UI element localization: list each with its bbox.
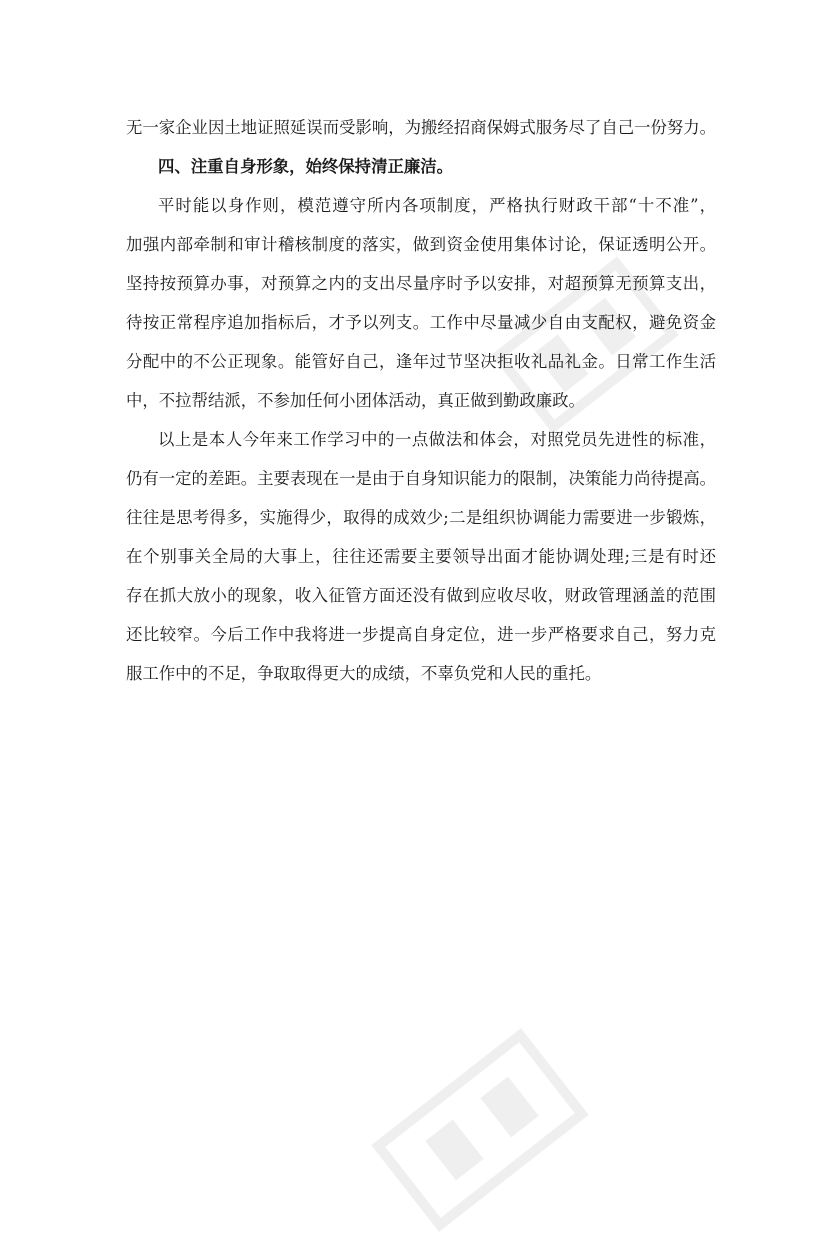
watermark-logo-bottom	[358, 1013, 602, 1246]
paragraph-line: 平时能以身作则，模范遵守所内各项制度，严格执行财政干部“十不准”，	[158, 196, 716, 215]
paragraph-line: 服工作中的不足，争取取得更大的成绩，不辜负党和人民的重托。	[126, 664, 602, 683]
paragraph-line: 存在抓大放小的现象，收入征管方面还没有做到应收尽收，财政管理涵盖的范围	[126, 586, 716, 605]
paragraph-line: 仍有一定的差距。主要表现在一是由于自身知识能力的限制，决策能力尚待提高。	[126, 469, 717, 488]
section-heading: 四、注重自身形象，始终保持清正廉洁。	[158, 157, 454, 176]
paragraph-line: 以上是本人今年来工作学习中的一点做法和体会，对照党员先进性的标准，	[158, 430, 716, 449]
paragraph-line: 往往是思考得多，实施得少，取得的成效少;二是组织协调能力需要进一步锻炼，	[126, 508, 716, 527]
paragraph-line: 待按正常程序追加指标后，才予以列支。工作中尽量减少自由支配权，避免资金	[126, 313, 716, 332]
paragraph-line: 分配中的不公正现象。能管好自己，逢年过节坚决拒收礼品礼金。日常工作生活	[126, 352, 716, 371]
paragraph-line: 无一家企业因土地证照延误而受影响，为搬经招商保姆式服务尽了自己一份努力。	[126, 118, 717, 137]
paragraph-line: 坚持按预算办事，对预算之内的支出尽量序时予以安排，对超预算无预算支出，	[126, 274, 716, 293]
paragraph-line: 中，不拉帮结派，不参加任何小团体活动，真正做到勤政廉政。	[126, 391, 585, 410]
paragraph-line: 还比较窄。今后工作中我将进一步提高自身定位，进一步严格要求自己，努力克	[126, 625, 716, 644]
document-body	[126, 108, 716, 693]
paragraph-line: 在个别事关全局的大事上，往往还需要主要领导出面才能协调处理;三是有时还	[126, 547, 716, 566]
paragraph-line: 加强内部牵制和审计稽核制度的落实，做到资金使用集体讨论，保证透明公开。	[126, 235, 716, 254]
